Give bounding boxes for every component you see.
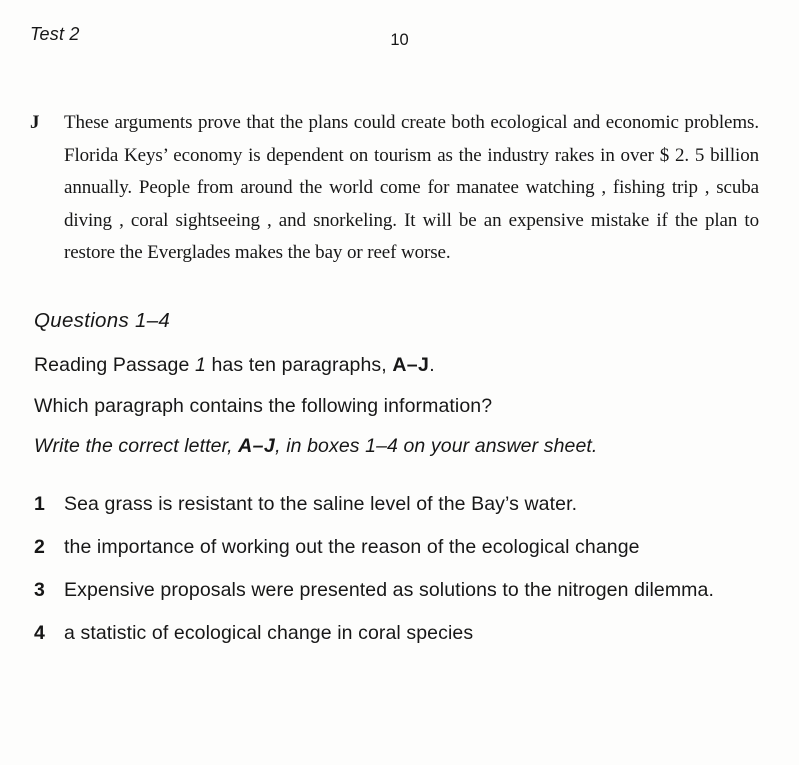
passage-number: 1 xyxy=(194,354,206,376)
question-text: the importance of working out the reason of the ecological change xyxy=(64,536,640,558)
question-number: 1 xyxy=(34,493,45,515)
question-text: Sea grass is resistant to the saline level of the Bay’s water. xyxy=(64,493,578,515)
paragraph-text: These arguments prove that the plans could create both ecological and economic problems. Florida Keys’ economy is dependent on tourism as the industry rakes in over $ 2. 5 billion annually. People from around the world come for manatee watching , fishing trip , scuba diving , coral sightseeing , and snorkeling. It will be an expensive mistake if the plan to restore the Everglades makes the bay or reef worse. xyxy=(64,112,759,263)
question-number: 2 xyxy=(34,536,45,558)
question-text: a statistic of ecological change in coral species xyxy=(64,622,474,644)
write-instruction-pre: Write the correct letter, xyxy=(34,435,239,457)
page-number: 10 xyxy=(390,31,409,49)
paragraph-range: A–J xyxy=(392,354,430,376)
paragraph-label: J xyxy=(30,112,40,133)
question-number: 4 xyxy=(34,622,45,644)
question-item xyxy=(34,579,714,602)
question-number: 3 xyxy=(34,579,45,601)
passage-intro-line xyxy=(34,354,435,377)
intro-text-post: . xyxy=(429,354,435,376)
write-instruction-post: , in boxes 1–4 on your answer sheet. xyxy=(275,435,598,457)
intro-text-mid: has ten paragraphs, xyxy=(205,354,393,376)
question-text: Expensive proposals were presented as solutions to the nitrogen dilemma. xyxy=(64,579,714,601)
running-header-test-label: Test 2 xyxy=(30,24,80,44)
write-instruction-line xyxy=(34,435,597,458)
question-item xyxy=(34,493,577,516)
question-prompt: Which paragraph contains the following information? xyxy=(34,395,493,417)
question-item xyxy=(34,536,640,559)
letter-range: A–J xyxy=(238,435,276,457)
questions-section-heading: Questions 1–4 xyxy=(34,309,171,332)
passage-paragraph-j xyxy=(30,107,759,270)
intro-text-pre: Reading Passage xyxy=(34,354,195,376)
question-item xyxy=(34,622,473,645)
